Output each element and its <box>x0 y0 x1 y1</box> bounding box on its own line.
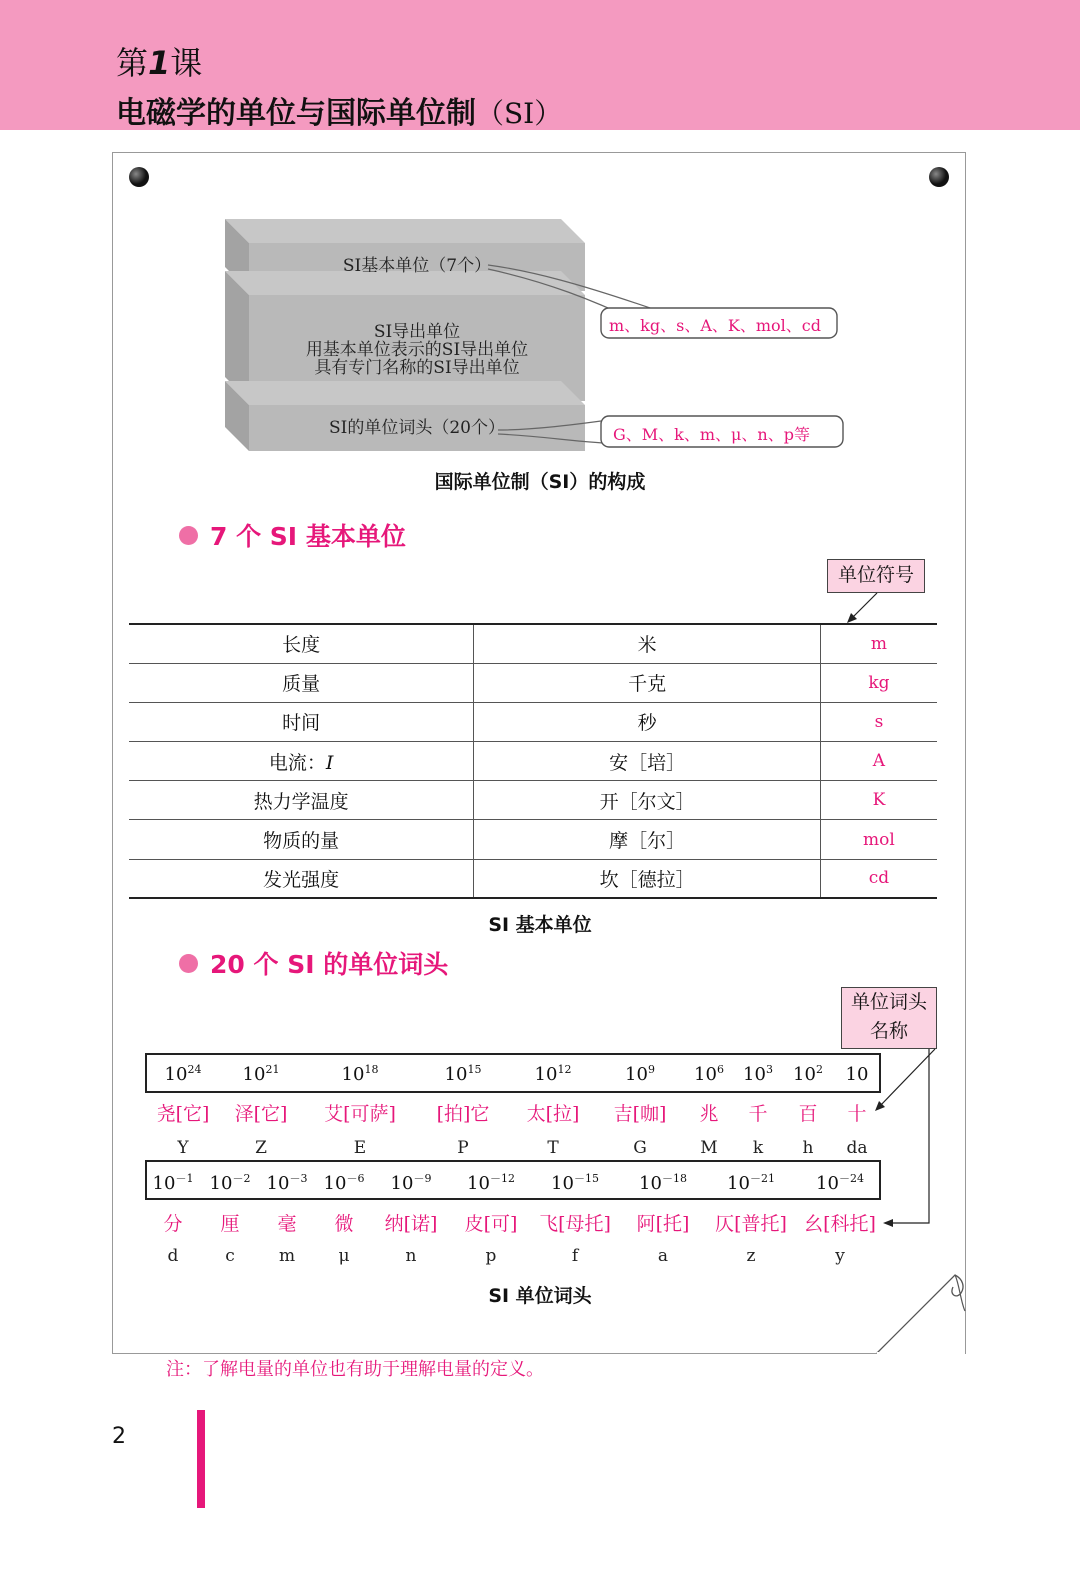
prefix-small-symbol: n <box>405 1246 417 1266</box>
prefix-large-name: 尧[它] <box>156 1103 210 1125</box>
prefix-large-power: 10 <box>845 1064 869 1085</box>
footnote: 注：了解电量的单位也有助于理解电量的定义。 <box>166 1359 544 1380</box>
prefix-small-name: 飞[母托] <box>539 1213 611 1235</box>
prefix-small-power: $10^{-24}$ <box>816 1172 864 1194</box>
layer-prefixes: SI的单位词头（20个） <box>329 418 505 438</box>
prefix-large-power: $10^{12}$ <box>534 1063 572 1085</box>
prefix-small-symbol: μ <box>338 1246 350 1266</box>
prefix-large-symbol: Y <box>177 1138 189 1158</box>
prefix-small-symbol: d <box>167 1246 179 1266</box>
section-heading-prefixes: 20 个 SI 的单位词头 <box>179 945 448 981</box>
prefix-large-name: 艾[可萨] <box>324 1103 396 1125</box>
lesson-number: 第1课 <box>116 44 203 82</box>
prefix-small-symbol: c <box>225 1246 235 1266</box>
prefix-large-power: $10^2$ <box>793 1063 823 1085</box>
prefix-large-symbol: k <box>752 1138 764 1158</box>
table-row: 物质的量 摩［尔］ mol <box>129 820 937 859</box>
prefix-large-name: 百 <box>798 1103 818 1125</box>
prefix-small-power: $10^{-9}$ <box>390 1172 432 1194</box>
lesson-title: 电磁学的单位与国际单位制（SI） <box>116 96 563 131</box>
prefix-large-symbol: G <box>633 1138 647 1158</box>
prefix-small-name: 仄[普托] <box>715 1213 787 1235</box>
prefix-large-power: $10^{18}$ <box>341 1063 379 1085</box>
table-row: 电流：I 安［培］ A <box>129 742 937 781</box>
prefix-small-power: $10^{-12}$ <box>467 1172 515 1194</box>
table-row: 质量 千克 kg <box>129 663 937 702</box>
prefix-large-symbol: da <box>846 1138 868 1158</box>
prefix-large-name: 吉[咖] <box>613 1103 667 1125</box>
prefix-large-name: 太[拉] <box>526 1103 580 1125</box>
prefix-small-name: 阿[托] <box>636 1213 690 1235</box>
prefix-large-symbol: E <box>353 1138 367 1158</box>
prefix-large-power: $10^9$ <box>625 1063 655 1085</box>
prefix-small-name: 微 <box>334 1213 354 1235</box>
prefix-name-tag: 单位词头 名称 <box>841 987 937 1049</box>
table-row: 热力学温度 开［尔文］ K <box>129 781 937 820</box>
bullet-dot-icon <box>179 954 198 973</box>
prefixes-caption: SI 单位词头 <box>488 1285 592 1307</box>
prefix-large-name: [拍]它 <box>436 1103 490 1125</box>
prefix-large-symbol: M <box>700 1138 718 1158</box>
callout-base-symbols: m、kg、s、A、K、mol、cd <box>609 316 821 335</box>
prefix-small-symbol: m <box>278 1246 296 1266</box>
prefix-small-symbol: z <box>746 1246 756 1266</box>
prefix-large-power: $10^{24}$ <box>164 1063 202 1085</box>
unit-symbol-tag: 单位符号 <box>827 559 925 593</box>
content-frame <box>112 152 966 1354</box>
prefix-small-name: 毫 <box>277 1213 297 1235</box>
prefix-small-power: $10^{-2}$ <box>209 1172 251 1194</box>
layer-derived-line: 用基本单位表示的SI导出单位 <box>305 340 529 360</box>
prefix-large-power: $10^3$ <box>743 1063 773 1085</box>
prefix-large-name: 兆 <box>699 1103 719 1125</box>
layer-derived-line: 具有专门名称的SI导出单位 <box>314 358 520 378</box>
layer-derived-units <box>249 323 585 377</box>
page-accent-bar <box>197 1410 205 1508</box>
prefix-small-name: 纳[诺] <box>384 1213 438 1235</box>
table-row: 时间 秒 s <box>129 702 937 741</box>
prefix-small-name: 分 <box>163 1213 183 1235</box>
base-units-caption: SI 基本单位 <box>488 914 592 936</box>
prefix-large-symbol: T <box>547 1138 559 1158</box>
prefix-small-symbol: a <box>657 1246 669 1266</box>
prefix-large-power: $10^{15}$ <box>444 1063 482 1085</box>
prefix-small-power: $10^{-6}$ <box>323 1172 365 1194</box>
prefix-small-power: $10^{-18}$ <box>639 1172 687 1194</box>
prefix-small-name: 厘 <box>220 1213 240 1235</box>
callout-prefix-symbols: G、M、k、m、μ、n、p等 <box>613 425 810 444</box>
table-row: 发光强度 坎［德拉］ cd <box>129 859 937 898</box>
prefix-large-symbol: P <box>457 1138 469 1158</box>
page-number: 2 <box>112 1424 126 1449</box>
prefix-large-power: $10^{21}$ <box>242 1063 280 1085</box>
prefix-large-name: 十 <box>847 1103 867 1125</box>
prefix-small-power: $10^{-1}$ <box>152 1172 194 1194</box>
prefix-small-symbol: f <box>571 1246 579 1266</box>
prefix-large-name: 千 <box>748 1103 768 1125</box>
arrow-icon <box>843 591 883 625</box>
page-curl-icon <box>875 1273 967 1355</box>
section-heading-base-units: 7 个 SI 基本单位 <box>179 517 406 553</box>
prefix-small-power: $10^{-21}$ <box>727 1172 775 1194</box>
prefix-small-symbol: p <box>485 1246 497 1266</box>
prefix-small-power: $10^{-3}$ <box>266 1172 308 1194</box>
prefix-large-name: 泽[它] <box>234 1103 288 1125</box>
prefix-small-symbol: y <box>835 1246 845 1266</box>
bullet-dot-icon <box>179 526 198 545</box>
arrow-lines-icon <box>873 1047 953 1233</box>
layer-derived-line: SI导出单位 <box>373 322 461 342</box>
layer-base-units: SI基本单位（7个） <box>342 256 492 276</box>
prefix-small-name: 幺[科托] <box>804 1213 876 1235</box>
diagram-caption: 国际单位制（SI）的构成 <box>434 471 646 493</box>
base-units-table <box>129 623 937 899</box>
prefix-small-name: 皮[可] <box>464 1213 518 1235</box>
prefix-large-symbol: h <box>802 1138 814 1158</box>
prefix-large-power: $10^6$ <box>694 1063 724 1085</box>
prefix-large-symbol: Z <box>255 1138 267 1158</box>
table-row: 长度 米 m <box>129 624 937 663</box>
prefix-small-power: $10^{-15}$ <box>551 1172 599 1194</box>
